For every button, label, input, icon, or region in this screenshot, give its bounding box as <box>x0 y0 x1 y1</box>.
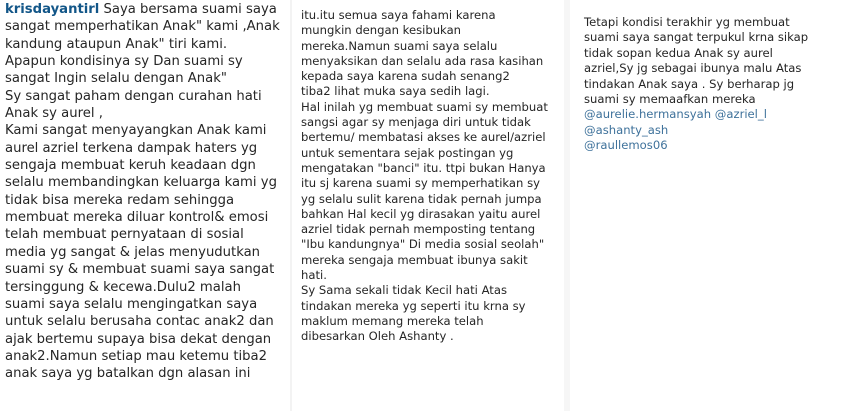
caption-line: telah membuat pernyataan di sosial <box>5 227 244 243</box>
caption-line: dibesarkan Oleh Ashanty . <box>301 329 454 344</box>
caption-line: tidak sopan kedua Anak sy aurel <box>584 45 773 60</box>
caption-line: Sy sangat paham dengan curahan hati <box>5 88 262 104</box>
caption-line: Kami sangat menyayangkan Anak kami <box>5 123 267 139</box>
caption-line: untuk sementara sejak postingan yg <box>301 145 514 160</box>
caption-line: Tetapi kondisi terakhir yg membuat <box>584 15 790 29</box>
caption-line: Hal inilah yg membuat suami sy membuat <box>301 99 548 114</box>
mention-links[interactable]: @aurelie.hermansyah @azriel_l <box>584 107 767 122</box>
caption-line: tindakan mereka yg seperti itu krna sy <box>301 298 526 313</box>
caption-line: hati. <box>301 268 327 283</box>
caption-line: mungkin dengan kesibukan <box>301 23 462 38</box>
caption-line: ajak bertemu supaya bisa dekat dengan <box>5 331 272 347</box>
username-link[interactable]: krisdayantirl <box>5 2 100 17</box>
caption-line: tidak bisa mereka redam sehingga <box>5 192 235 208</box>
caption-line: membuat mereka diluar kontrol& emosi <box>5 210 269 226</box>
caption-line: sengaja membuat keruh keadaan dgn <box>5 158 256 174</box>
column-2-bottom-gap <box>292 385 564 411</box>
caption-line: sangat memperhatikan Anak" kami ,Anak <box>5 19 280 35</box>
caption-line: maklum memang mereka telah <box>301 313 484 328</box>
caption-line: suami saya sangat terpukul krna sikap <box>584 30 809 45</box>
caption-line: tiba2 lihat muka saya sedih lagi. <box>301 84 490 99</box>
caption-column-1 <box>0 0 290 411</box>
caption-line: suami sy & membuat suami saya sangat <box>5 262 275 278</box>
caption-line: "Ibu kandungnya" Di media sosial seolah" <box>301 237 545 252</box>
caption-text-3 <box>584 15 854 154</box>
caption-line: itu.itu semua saya fahami karena <box>301 8 496 22</box>
caption-line: suami sy memaafkan mereka <box>584 92 756 107</box>
caption-line: suami saya selalu mengingatkan saya <box>5 296 258 312</box>
caption-line: mereka.Namun suami saya selalu <box>301 38 498 53</box>
caption-line: kandung ataupun Anak" tiri kami. <box>5 36 228 52</box>
caption-line: azriel tidak pernah memposting tentang <box>301 222 536 237</box>
caption-line: tindakan Anak saya . Sy berharap jg <box>584 76 795 91</box>
caption-line: kepada saya karena sudah senang2 <box>301 69 510 84</box>
caption-line: bahkan Hal kecil yg dirasakan yaitu aurel <box>301 206 541 221</box>
caption-line: mereka sengaja membuat ibunya sakit <box>301 252 528 267</box>
caption-line: itu sj karena suami sy memperhatikan sy <box>301 176 540 191</box>
caption-line: sangat Ingin selalu dengan Anak" <box>5 71 227 87</box>
caption-line: menyaksikan dan selalu ada rasa kasihan <box>301 53 544 68</box>
caption-column-2 <box>292 0 564 385</box>
mention-link-ashanty[interactable]: @ashanty_ash <box>584 122 669 137</box>
caption-line: selalu membandingkan keluarga kami yg <box>5 175 277 191</box>
caption-line: Sy Sama sekali tidak Kecil hati Atas <box>301 283 507 298</box>
caption-text-1 <box>5 1 289 383</box>
caption-column-3 <box>570 0 855 180</box>
caption-line: Apapun kondisinya sy Dan suami sy <box>5 54 243 70</box>
caption-line: mengatakan "banci" itu. ttpi bukan Hanya <box>301 160 546 175</box>
caption-line: anak2.Namun setiap mau ketemu tiba2 <box>5 348 268 364</box>
caption-line: bertemu/ membatasi akses ke aurel/azriel <box>301 130 546 145</box>
caption-first-line: Saya bersama suami saya <box>99 2 277 17</box>
mention-link-raullemos[interactable]: @raullemos06 <box>584 138 668 153</box>
caption-text-2 <box>301 8 563 345</box>
caption-line: tersinggung & kecewa.Dulu2 malah <box>5 279 241 295</box>
caption-line: azriel,Sy jg sebagai ibunya malu Atas <box>584 61 802 76</box>
caption-line: Anak sy aurel , <box>5 106 103 122</box>
caption-line: yg selalu sulit karena tidak pernah jumpa <box>301 191 542 206</box>
caption-line: anak saya yg batalkan dgn alasan ini <box>5 366 251 382</box>
caption-line: sangsi agar sy menjaga diri untuk tidak <box>301 115 531 130</box>
caption-line: untuk selalu berusaha contac anak2 dan <box>5 314 274 330</box>
caption-line: media yg sangat & jelas menyudutkan <box>5 244 261 260</box>
caption-line: aurel azriel terkena dampak haters yg <box>5 140 258 156</box>
